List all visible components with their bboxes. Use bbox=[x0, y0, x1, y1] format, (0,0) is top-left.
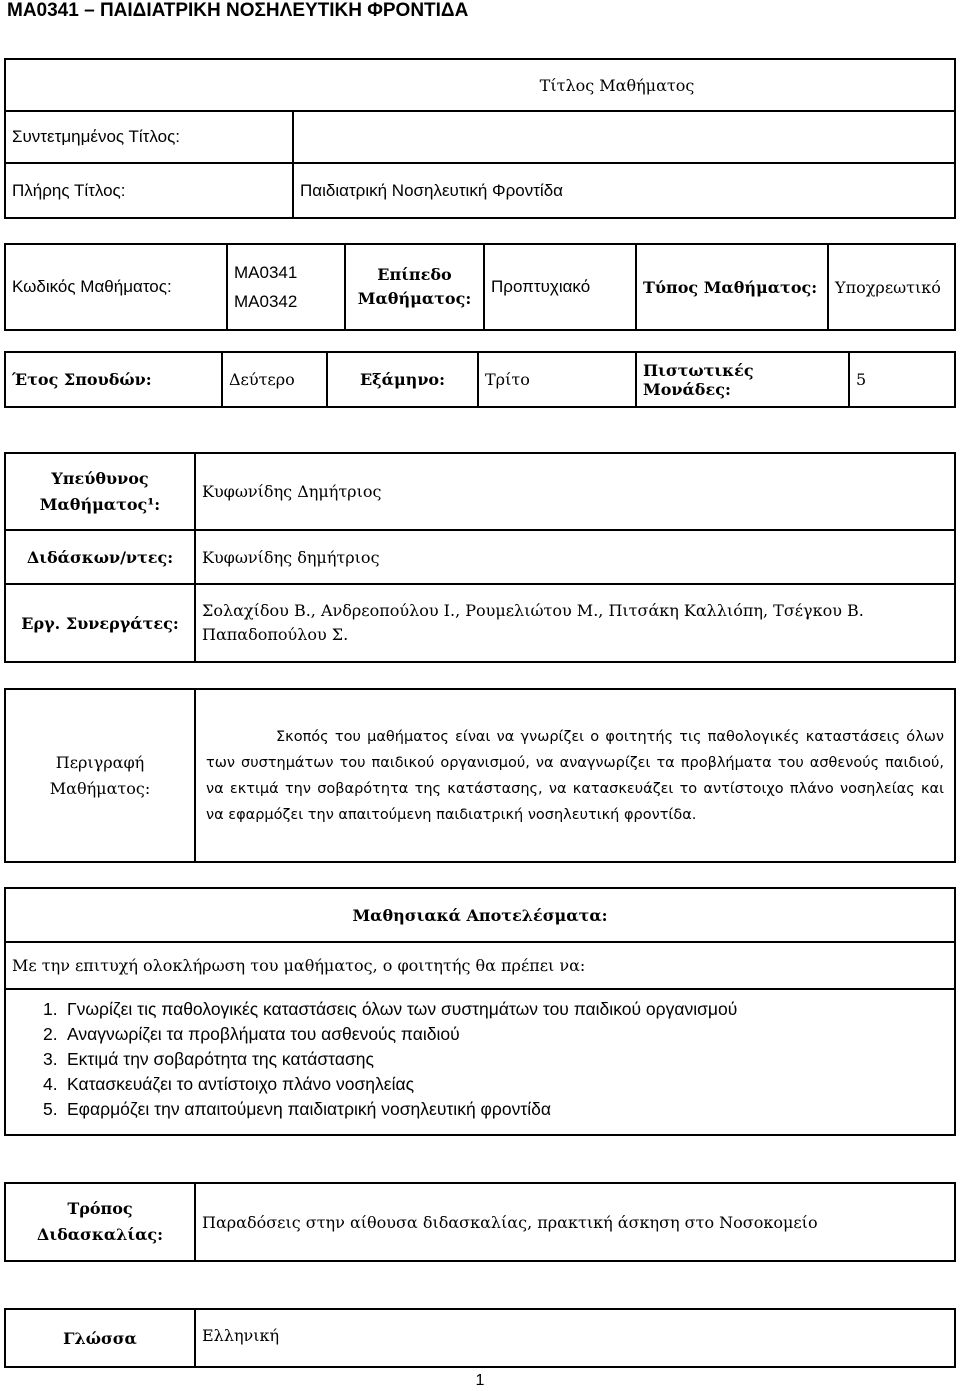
course-code-2: MA0342 bbox=[234, 292, 298, 311]
learning-outcome-text: Κατασκευάζει το αντίστοιχο πλάνο νοσηλείας bbox=[67, 1074, 415, 1094]
learning-outcomes-header: Μαθησιακά Αποτελέσματα: bbox=[5, 888, 955, 942]
teaching-method-table bbox=[4, 1182, 956, 1262]
course-title-header: Τίτλος Μαθήματος bbox=[5, 59, 955, 111]
short-title-label: Συντετμημένος Τίτλος: bbox=[5, 111, 293, 163]
language-table bbox=[4, 1308, 956, 1368]
lab-collaborators-value: Σολαχίδου Β., Ανδρεοπούλου Ι., Ρουμελιώτου Μ., Πιτσάκη Καλλιόπη, Τσέγκου Β. Παπαδοπούλου Σ. bbox=[195, 584, 955, 662]
course-level-value: Προπτυχιακό bbox=[484, 244, 636, 330]
credits-value: 5 bbox=[849, 352, 955, 407]
page-number: 1 bbox=[475, 1372, 485, 1389]
course-staff-table bbox=[4, 452, 956, 663]
learning-outcomes-table bbox=[4, 887, 956, 1136]
learning-outcome-item bbox=[43, 1022, 948, 1047]
learning-outcome-item bbox=[43, 1072, 948, 1097]
course-type-label: Τύπος Μαθήματος: bbox=[636, 244, 828, 330]
instructors-value: Κυφωνίδης δημήτριος bbox=[195, 530, 955, 584]
study-year-label: Έτος Σπουδών: bbox=[5, 352, 222, 407]
learning-outcome-item bbox=[43, 1047, 948, 1072]
short-title-value bbox=[293, 111, 955, 163]
course-title-table bbox=[4, 58, 956, 219]
learning-outcome-number: 4. bbox=[43, 1074, 58, 1094]
course-code-1: MA0341 bbox=[234, 263, 298, 282]
credits-label: Πιστωτικές Μονάδες: bbox=[636, 352, 849, 407]
learning-outcomes-list-cell bbox=[5, 989, 955, 1135]
learning-outcome-item bbox=[43, 1097, 948, 1122]
full-title-label: Πλήρης Τίτλος: bbox=[5, 163, 293, 218]
learning-outcome-text: Γνωρίζει τις παθολογικές καταστάσεις όλων των συστημάτων του παιδικού οργανισμού bbox=[67, 999, 738, 1019]
language-value: Ελληνική bbox=[195, 1309, 955, 1367]
teaching-method-label: Τρόπος Διδασκαλίας: bbox=[5, 1183, 195, 1261]
learning-outcome-number: 2. bbox=[43, 1024, 58, 1044]
study-year-value: Δεύτερο bbox=[222, 352, 327, 407]
course-code-label: Κωδικός Μαθήματος: bbox=[5, 244, 227, 330]
full-title-value: Παιδιατρική Νοσηλευτική Φροντίδα bbox=[293, 163, 955, 218]
course-responsible-label: Υπεύθυνος Μαθήματος¹: bbox=[5, 453, 195, 530]
document-title: MA0341 – ΠΑΙΔΙΑΤΡΙΚΗ ΝΟΣΗΛΕΥΤΙΚΗ ΦΡΟΝΤΙΔΑ bbox=[7, 0, 469, 21]
learning-outcomes-list bbox=[43, 997, 948, 1122]
learning-outcome-item bbox=[43, 997, 948, 1022]
course-description-label: Περιγραφή Μαθήματος: bbox=[5, 689, 195, 862]
course-type-value: Υποχρεωτικό bbox=[828, 244, 955, 330]
learning-outcome-number: 3. bbox=[43, 1049, 58, 1069]
learning-outcome-number: 5. bbox=[43, 1099, 58, 1119]
course-code-table bbox=[4, 243, 956, 331]
language-label: Γλώσσα bbox=[5, 1309, 195, 1367]
course-year-table bbox=[4, 351, 956, 408]
learning-outcomes-intro: Με την επιτυχή ολοκλήρωση του μαθήματος, ο φοιτητής θα πρέπει να: bbox=[5, 942, 955, 989]
semester-label: Εξάμηνο: bbox=[327, 352, 478, 407]
instructors-label: Διδάσκων/ντες: bbox=[5, 530, 195, 584]
learning-outcome-text: Αναγνωρίζει τα προβλήματα του ασθενούς παιδιού bbox=[67, 1024, 460, 1044]
course-level-label: Επίπεδο Μαθήματος: bbox=[345, 244, 484, 330]
course-responsible-value: Κυφωνίδης Δημήτριος bbox=[195, 453, 955, 530]
learning-outcome-text: Εφαρμόζει την απαιτούμενη παιδιατρική νοσηλευτική φροντίδα bbox=[67, 1099, 551, 1119]
semester-value: Τρίτο bbox=[478, 352, 636, 407]
lab-collaborators-label: Εργ. Συνεργάτες: bbox=[5, 584, 195, 662]
course-description-table bbox=[4, 688, 956, 863]
learning-outcome-number: 1. bbox=[43, 999, 58, 1019]
teaching-method-value: Παραδόσεις στην αίθουσα διδασκαλίας, πρακτική άσκηση στο Νοσοκομείο bbox=[195, 1183, 955, 1261]
course-description-text: Σκοπός του μαθήματος είναι να γνωρίζει ο φοιτητής τις παθολογικές καταστάσεις όλων των συστημάτων του παιδικού οργανισμού, να αναγνωρίζει τα προβλήματα του ασθενούς παιδιού, να εκτιμά την σοβαρότητα της κατάστασης, να κατασκευάζει το αντίστοιχο πλάνο νοσηλείας και να εφαρμόζει την απαιτούμενη παιδιατρική νοσηλευτική φροντίδα. bbox=[195, 689, 955, 862]
course-code-values bbox=[227, 244, 345, 330]
learning-outcome-text: Εκτιμά την σοβαρότητα της κατάστασης bbox=[67, 1049, 374, 1069]
